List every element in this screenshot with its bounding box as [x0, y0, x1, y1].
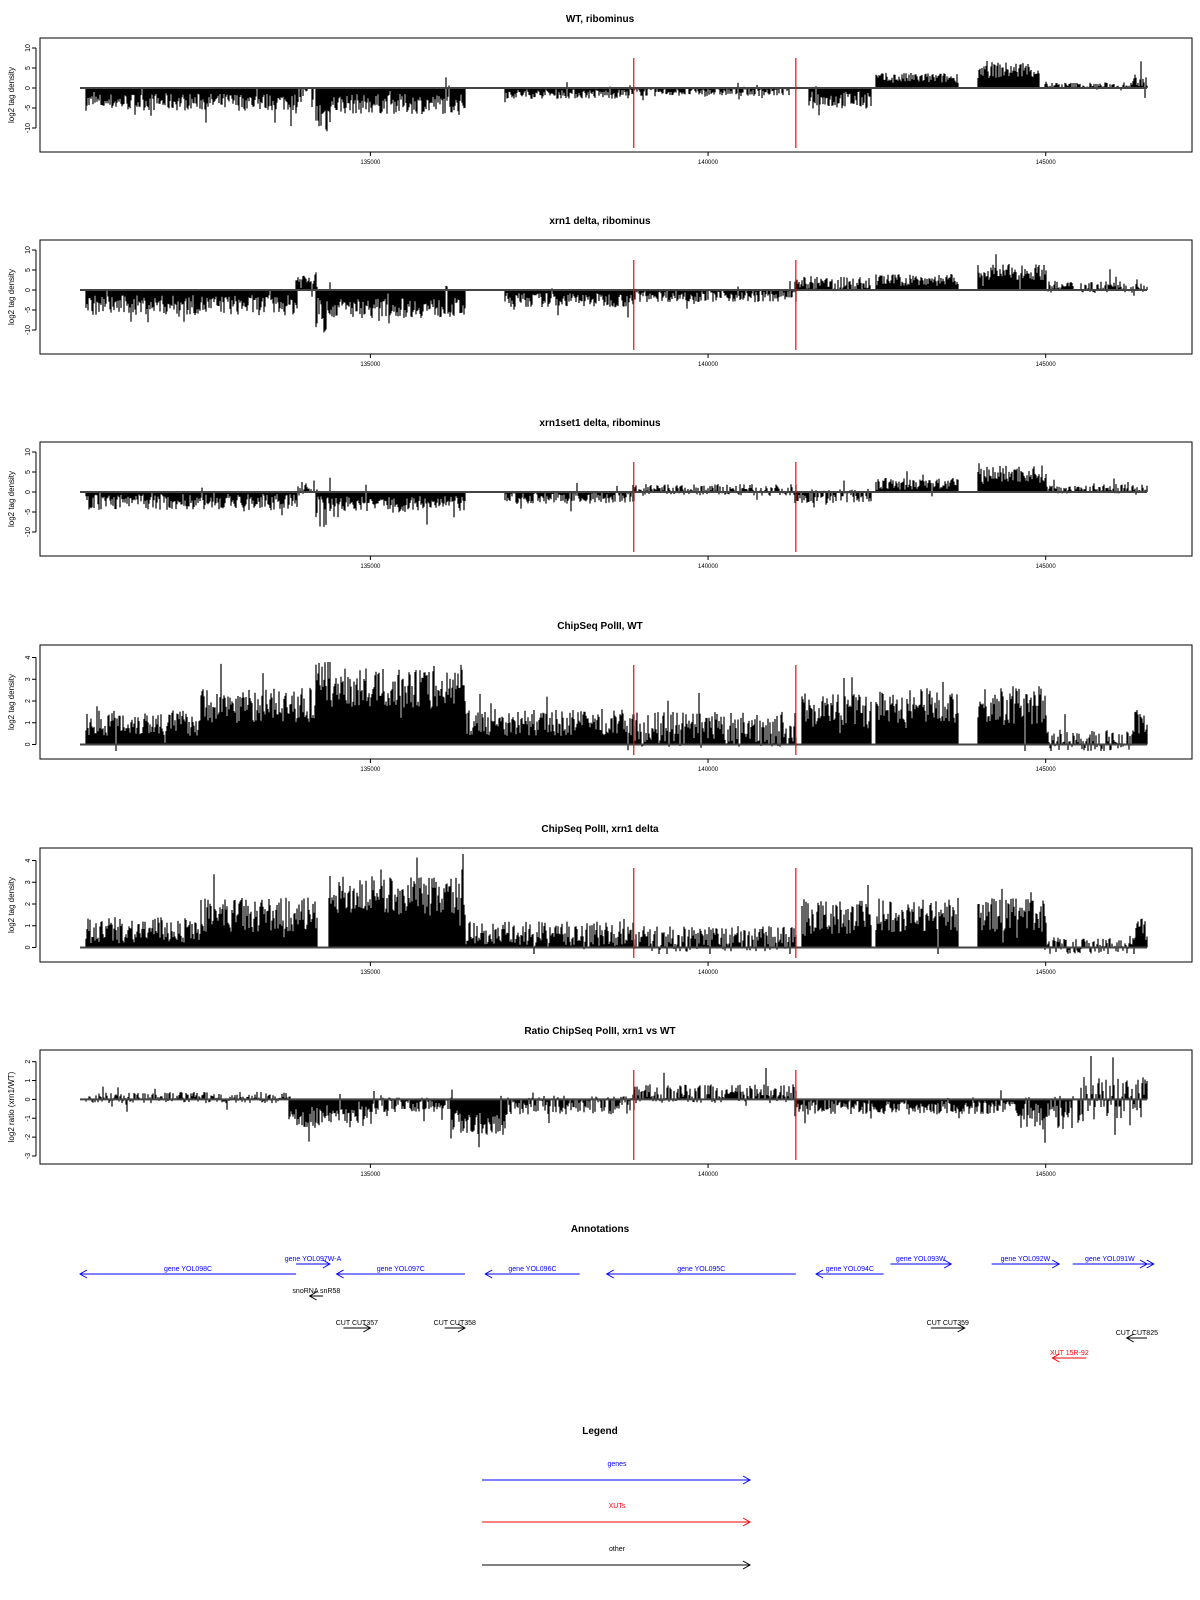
y-tick-label: 10	[25, 44, 32, 52]
feature-label: CUT CUT358	[433, 1320, 476, 1327]
data-segment	[978, 254, 1046, 290]
y-tick-label: 1	[25, 720, 32, 725]
feature-label: CUT CUT357	[335, 1320, 379, 1327]
data-segment	[1133, 919, 1147, 954]
gene-feature	[992, 1256, 1060, 1268]
data-segment	[795, 481, 871, 508]
data-segment	[1045, 269, 1147, 296]
x-tick-label: 135000	[360, 767, 381, 773]
x-tick-label: 145000	[1035, 160, 1056, 166]
feature-label: gene YOL091W	[1085, 1256, 1135, 1263]
y-tick-label: -5	[25, 508, 32, 516]
other-feature	[434, 1320, 476, 1332]
data-segment	[876, 274, 958, 290]
data-segment	[464, 919, 634, 954]
data-segment	[876, 682, 958, 745]
track-panel	[7, 824, 1192, 976]
other-feature	[292, 1288, 340, 1300]
annotation-track	[80, 1224, 1158, 1362]
y-tick-label: 2	[25, 1059, 32, 1064]
x-tick-label: 140000	[698, 767, 719, 773]
legend-panel	[482, 1426, 750, 1569]
data-segment	[329, 286, 465, 324]
data-segment	[978, 61, 1039, 88]
data-segment	[978, 889, 1046, 948]
other-feature	[927, 1320, 969, 1332]
annotations-title: Annotations	[570, 1224, 630, 1235]
data-segment	[795, 1090, 1019, 1123]
data-segment	[329, 485, 465, 525]
panel-title: Ratio ChipSeq PolII, xrn1 vs WT	[524, 1026, 676, 1037]
y-tick-label: -10	[25, 122, 32, 134]
gene-feature	[1073, 1256, 1147, 1268]
x-tick-label: 140000	[698, 362, 719, 368]
track-panel	[7, 418, 1192, 570]
data-segment	[329, 665, 465, 745]
other-feature	[1116, 1330, 1158, 1342]
data-bars	[86, 662, 1147, 751]
x-tick-label: 145000	[1035, 970, 1056, 976]
data-segment	[505, 483, 634, 512]
data-segment	[876, 73, 958, 88]
feature-label: gene YOL096C	[508, 1266, 557, 1273]
gene-feature	[485, 1266, 580, 1278]
y-tick-label: 2	[25, 699, 32, 703]
data-segment	[1079, 1056, 1147, 1135]
feature-label: gene YOL098C	[163, 1266, 213, 1273]
data-segment	[978, 686, 1046, 751]
panel-title: ChipSeq PolII, xrn1 delta	[541, 824, 659, 835]
data-segment	[289, 1094, 371, 1142]
panel-title: xrn1set1 delta, ribominus	[539, 418, 661, 429]
data-segment	[329, 854, 465, 947]
gene-feature	[80, 1266, 296, 1278]
y-tick-label: 0	[25, 742, 32, 747]
data-segment	[633, 83, 790, 101]
data-segment	[633, 926, 796, 954]
data-segment	[86, 88, 297, 126]
data-segment	[316, 88, 330, 131]
data-segment	[296, 272, 317, 296]
data-segment	[296, 87, 317, 113]
gene-feature	[1147, 1260, 1154, 1268]
data-segment	[505, 82, 634, 102]
x-tick-label: 135000	[360, 1172, 381, 1178]
data-bars	[86, 61, 1147, 131]
x-tick-label: 145000	[1035, 564, 1056, 570]
y-tick-label: 4	[25, 655, 32, 660]
y-tick-label: -10	[25, 526, 32, 538]
data-segment	[1045, 936, 1134, 954]
gene-feature	[285, 1256, 342, 1268]
panel-title: WT, ribominus	[565, 14, 635, 25]
y-tick-label: 3	[25, 880, 32, 885]
data-segment	[201, 664, 317, 745]
y-tick-label: 1	[25, 923, 32, 928]
data-segment	[795, 276, 871, 291]
y-tick-label: 3	[25, 677, 32, 682]
y-tick-label: 10	[25, 448, 32, 456]
data-segment	[1045, 82, 1134, 91]
x-tick-label: 140000	[698, 970, 719, 976]
y-tick-label: 5	[25, 66, 32, 70]
legend-item	[482, 1461, 750, 1484]
gene-feature	[607, 1266, 796, 1278]
y-axis-label: log2 tag density	[7, 876, 16, 934]
y-tick-label: 10	[25, 246, 32, 254]
x-tick-label: 140000	[698, 160, 719, 166]
y-tick-label: 0	[25, 1097, 32, 1102]
data-bars	[86, 1056, 1147, 1147]
y-axis-label: log2 ratio (xrn1/WT)	[7, 1071, 16, 1143]
x-tick-label: 135000	[360, 160, 381, 166]
data-segment	[802, 885, 871, 947]
x-tick-label: 145000	[1035, 1172, 1056, 1178]
x-tick-label: 145000	[1035, 767, 1056, 773]
data-segment	[633, 693, 796, 748]
x-tick-label: 135000	[360, 564, 381, 570]
data-segment	[1018, 1096, 1080, 1143]
data-segment	[86, 917, 202, 947]
y-tick-label: 5	[25, 268, 32, 272]
data-segment	[978, 463, 1046, 492]
track-panels	[7, 14, 1192, 1178]
feature-label: gene YOL097W-A	[284, 1256, 342, 1263]
data-segment	[1133, 61, 1147, 98]
y-tick-label: 4	[25, 858, 32, 863]
y-tick-label: -2	[25, 1134, 32, 1141]
y-axis-label: log2 tag density	[7, 268, 16, 326]
feature-label: gene YOL094C	[825, 1266, 874, 1273]
gene-feature	[890, 1256, 951, 1268]
data-segment	[876, 898, 958, 954]
legend-label: XUTs	[608, 1503, 626, 1510]
track-panel	[7, 621, 1192, 773]
x-tick-label: 135000	[360, 970, 381, 976]
data-segment	[296, 481, 317, 496]
x-tick-label: 140000	[698, 1172, 719, 1178]
track-panel	[7, 216, 1192, 368]
panel-title: xrn1 delta, ribominus	[549, 216, 651, 227]
feature-label: gene YOL092W	[1000, 1256, 1051, 1263]
feature-label: CUT CUT825	[1115, 1330, 1159, 1337]
legend-item	[482, 1546, 750, 1569]
legend-title: Legend	[582, 1426, 618, 1437]
data-segment	[1133, 710, 1147, 744]
x-tick-label: 135000	[360, 362, 381, 368]
feature-label: gene YOL095C	[677, 1266, 726, 1273]
feature-label: gene YOL097C	[376, 1266, 425, 1273]
data-bars	[86, 254, 1147, 332]
y-tick-label: 0	[25, 86, 32, 90]
x-tick-label: 140000	[698, 564, 719, 570]
y-axis-label: log2 tag density	[7, 673, 16, 731]
data-segment	[201, 874, 317, 947]
data-segment	[802, 677, 871, 744]
panel-title: ChipSeq PolII, WT	[557, 621, 643, 632]
y-tick-label: -1	[25, 1115, 32, 1122]
legend-label: genes	[607, 1461, 627, 1468]
data-segment	[464, 694, 634, 750]
y-axis-label: log2 tag density	[7, 470, 16, 528]
data-segment	[329, 77, 465, 115]
track-panel	[7, 1026, 1192, 1178]
feature-label: snoRNA snR58	[292, 1288, 341, 1295]
y-tick-label: -5	[25, 306, 32, 314]
track-panel	[7, 14, 1192, 166]
feature-label: CUT CUT359	[926, 1320, 969, 1327]
data-segment	[505, 288, 634, 317]
other-feature	[336, 1320, 378, 1332]
y-tick-label: 5	[25, 470, 32, 474]
feature-label: gene YOL093W	[895, 1256, 946, 1263]
data-bars	[86, 463, 1147, 527]
x-tick-label: 145000	[1035, 362, 1056, 368]
data-segment	[809, 86, 871, 115]
gene-feature	[337, 1266, 465, 1278]
data-segment	[316, 478, 330, 527]
xut-feature	[1050, 1350, 1089, 1362]
data-segment	[451, 1096, 506, 1147]
legend-item	[482, 1503, 750, 1526]
data-segment	[370, 1090, 452, 1122]
y-tick-label: 0	[25, 288, 32, 292]
feature-label: XUT 15R-92	[1049, 1350, 1089, 1357]
gene-feature	[816, 1266, 884, 1278]
data-segment	[316, 662, 330, 744]
y-tick-label: 0	[25, 945, 32, 950]
y-tick-label: -3	[25, 1152, 32, 1160]
y-tick-label: 1	[25, 1078, 32, 1083]
data-bars	[86, 854, 1147, 954]
y-tick-label: -5	[25, 104, 32, 112]
y-tick-label: 0	[25, 490, 32, 494]
y-tick-label: -10	[25, 324, 32, 336]
y-axis-label: log2 tag density	[7, 66, 16, 124]
data-segment	[505, 1093, 634, 1124]
data-segment	[633, 281, 796, 309]
legend-label: other	[609, 1546, 625, 1553]
y-tick-label: 2	[25, 902, 32, 906]
data-segment	[86, 289, 297, 322]
